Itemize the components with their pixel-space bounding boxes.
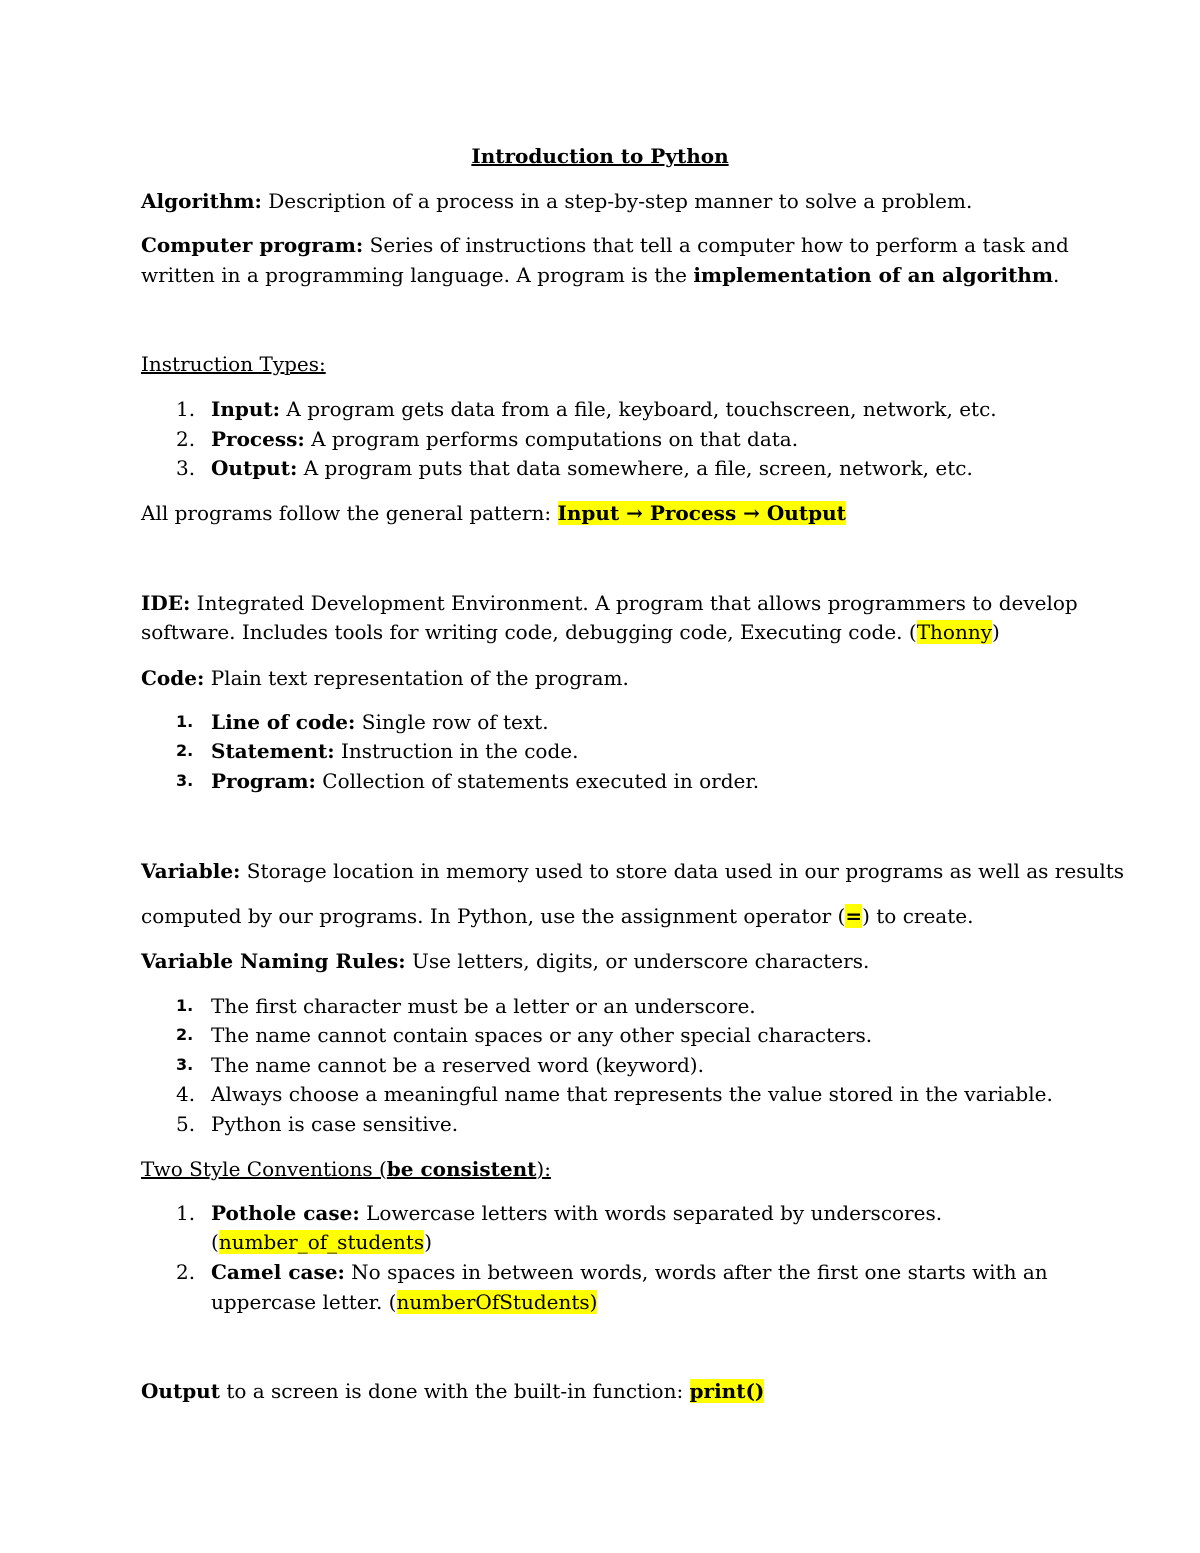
list-item: The name cannot be a reserved word (keyword). [211,1053,704,1077]
print-function-highlight: print() [689,1379,765,1403]
output-term: Output [141,1379,220,1403]
input-term: Input: [211,397,281,421]
variable-term: Variable: [141,859,241,883]
camel-example-highlight: numberOfStudents) [396,1290,598,1314]
output-term: Output: [211,456,298,480]
output-text: A program puts that data somewhere, a file, screen, network, etc. [297,456,973,480]
computer-program-definition [141,233,1069,257]
computer-program-line2 [141,263,1059,287]
list-item-program [211,769,759,793]
camel-case-text: No spaces in between words, words after the first one starts with an [344,1260,1048,1284]
list-number: 1. [176,1201,196,1225]
list-number: 1. [176,996,194,1015]
list-number: 2. [176,427,196,451]
thonny-highlight: Thonny [916,620,993,644]
assignment-operator-highlight: = [845,904,863,928]
ide-term: IDE: [141,591,191,615]
output-statement [141,1379,764,1403]
list-item: The name cannot contain spaces or any other special characters. [211,1023,873,1047]
algorithm-definition [141,189,972,213]
code-term: Code: [141,666,205,690]
ide-text: Integrated Development Environment. A program that allows programmers to develop [190,591,1078,615]
pothole-example-highlight: number_of_students [218,1230,425,1254]
algorithm-text: Description of a process in a step-by-step manner to solve a problem. [261,189,973,213]
variable-line2 [141,904,973,928]
pothole-case-example [211,1230,432,1254]
page-title: Introduction to Python [471,144,729,168]
code-definition [141,666,629,690]
camel-case-term: Camel case: [211,1260,345,1284]
list-number: 4. [176,1082,196,1106]
pothole-case-text: Lowercase letters with words separated by underscores. [359,1201,943,1225]
list-item: The first character must be a letter or an underscore. [211,994,756,1018]
list-number: 3. [176,456,196,480]
statement-term: Statement: [211,739,335,763]
ide-definition [141,591,1078,615]
list-item-process [211,427,798,451]
program-text: Collection of statements executed in order. [315,769,760,793]
list-item-line-of-code [211,710,549,734]
list-item: Python is case sensitive. [211,1112,459,1136]
ide-line2 [141,620,1000,644]
naming-rules-text: Use letters, digits, or underscore characters. [405,949,870,973]
list-item-input [211,397,997,421]
process-text: A program performs computations on that data. [304,427,799,451]
list-number: 5. [176,1112,196,1136]
close-paren: ) [992,620,1000,644]
be-consistent-emphasis: be consistent [386,1157,537,1181]
list-item-output [211,456,973,480]
pattern-highlight: Input → Process → Output [557,501,846,525]
list-number: 1. [176,397,196,421]
instruction-types-heading: Instruction Types: [141,352,326,376]
list-number: 3. [176,771,194,790]
pattern-text: All programs follow the general pattern: [141,501,558,525]
list-number: 2. [176,1025,194,1044]
line-of-code-term: Line of code: [211,710,356,734]
list-item-statement [211,739,578,763]
list-number: 3. [176,1055,194,1074]
list-item-pothole-case [211,1201,942,1225]
process-term: Process: [211,427,305,451]
naming-rules-term: Variable Naming Rules: [141,949,406,973]
computer-program-line2-text: written in a programming language. A program is the [141,263,694,287]
implementation-emphasis: implementation of an algorithm [693,263,1054,287]
line-of-code-text: Single row of text. [355,710,549,734]
output-statement-text: to a screen is done with the built-in function: [219,1379,690,1403]
camel-case-line2-text: uppercase letter. ( [211,1290,397,1314]
open-paren: ( [211,1230,219,1254]
style-heading-text: Two Style Conventions ( [141,1157,387,1181]
close-paren: ) [424,1230,432,1254]
style-heading-end: ): [536,1157,551,1181]
list-number: 2. [176,1260,196,1284]
list-number: 2. [176,741,194,760]
style-conventions-heading [141,1157,551,1181]
variable-text: Storage location in memory used to store data used in our programs as well as results [240,859,1125,883]
list-item-camel-case [211,1260,1048,1284]
naming-rules-definition [141,949,869,973]
period: . [1053,263,1060,287]
camel-case-example [211,1290,597,1314]
program-term: Program: [211,769,316,793]
algorithm-term: Algorithm: [141,189,262,213]
variable-definition [141,859,1124,883]
list-item: Always choose a meaningful name that represents the value stored in the variable. [211,1082,1053,1106]
computer-program-text: Series of instructions that tell a computer how to perform a task and [363,233,1069,257]
input-text: A program gets data from a file, keyboard, touchscreen, network, etc. [280,397,997,421]
statement-text: Instruction in the code. [334,739,579,763]
computer-program-term: Computer program: [141,233,364,257]
variable-line2-end: ) to create. [862,904,974,928]
general-pattern [141,501,846,525]
pothole-case-term: Pothole case: [211,1201,360,1225]
ide-line2-text: software. Includes tools for writing code, debugging code, Executing code. ( [141,620,917,644]
variable-line2-text: computed by our programs. In Python, use the assignment operator ( [141,904,846,928]
list-number: 1. [176,712,194,731]
code-text: Plain text representation of the program. [204,666,629,690]
